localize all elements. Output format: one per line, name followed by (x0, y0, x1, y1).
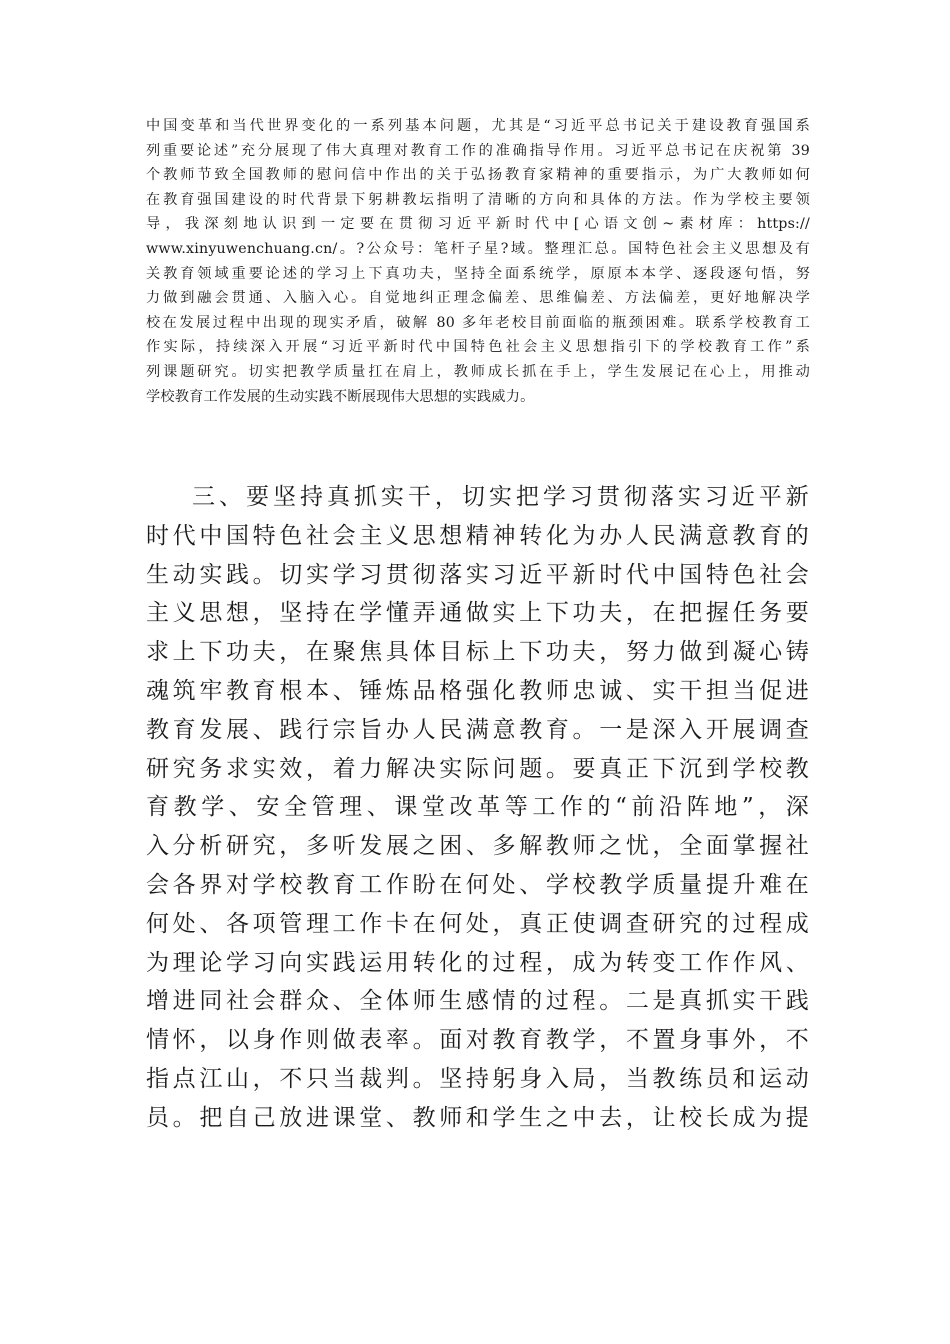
text-line: 求上下功夫，在聚焦具体目标上下功夫，努力做到凝心铸 (146, 639, 810, 666)
text-line: 中国变革和当代世界变化的一系列基本问题，尤其是“习近平总书记关于建设教育强国系 (146, 118, 810, 134)
text-line: 导，我深刻地认识到一定要在贯彻习近平新时代中[心语文创~素材库：https:// (146, 216, 810, 233)
text-line: 列重要论述”充分展现了伟大真理对教育工作的准确指导作用。习近平总书记在庆祝第 39 (146, 142, 810, 159)
text-line: 列课题研究。切实把教学质量扛在肩上，教师成长抓在手上，学生发展记在心上，用推动 (146, 363, 810, 380)
body-paragraph-large (146, 478, 810, 1138)
text-line: 关教育领域重要论述的学习上下真功夫，坚持全面系统学，原原本本学、逐段逐句悟，努 (146, 265, 810, 282)
text-line: 研究务求实效，着力解决实际问题。要真正下沉到学校教 (146, 755, 810, 782)
text-line: 个教师节致全国教师的慰问信中作出的关于弘扬教育家精神的重要指示，为广大教师如何 (146, 167, 810, 184)
text-line: 会各界对学校教育工作盼在何处、学校教学质量提升难在 (146, 871, 810, 898)
body-paragraph-small (146, 114, 810, 409)
text-line: 力做到融会贯通、入脑入心。自觉地纠正理念偏差、思维偏差、方法偏差，更好地解决学 (146, 290, 810, 307)
text-line: 生动实践。切实学习贯彻落实习近平新时代中国特色社会 (146, 561, 810, 588)
text-line: 校在发展过程中出现的现实矛盾，破解 80 多年老校目前面临的瓶颈困难。联系学校教育工 (146, 314, 810, 331)
text-line: 为理论学习向实践运用转化的过程，成为转变工作作风、 (146, 949, 810, 976)
text-line: 作实际，持续深入开展“习近平新时代中国特色社会主义思想指引下的学校教育工作”系 (146, 339, 810, 356)
text-line: 主义思想，坚持在学懂弄通做实上下功夫，在把握任务要 (146, 600, 810, 627)
text-line: 入分析研究，多听发展之困、多解教师之忧，全面掌握社 (146, 833, 810, 860)
text-line: 增进同社会群众、全体师生感情的过程。二是真抓实干践 (146, 988, 810, 1015)
text-line: 教育发展、践行宗旨办人民满意教育。一是深入开展调查 (146, 716, 810, 743)
text-line: 三、要坚持真抓实干，切实把学习贯彻落实习近平新 (192, 484, 810, 510)
text-line: 员。把自己放进课堂、教师和学生之中去，让校长成为提 (146, 1104, 810, 1131)
text-line: www.xinyuwenchuang.cn/。?公众号：笔杆子星?域。整理汇总。国特色社会主义思想及有 (146, 240, 810, 257)
text-line: 何处、各项管理工作卡在何处，真正使调查研究的过程成 (146, 910, 810, 937)
text-line: 指点江山，不只当裁判。坚持躬身入局，当教练员和运动 (146, 1065, 810, 1092)
text-line: 时代中国特色社会主义思想精神转化为办人民满意教育的 (146, 522, 810, 549)
text-line: 魂筑牢教育根本、锤炼品格强化教师忠诚、实干担当促进 (146, 677, 810, 704)
text-line: 学校教育工作发展的生动实践不断展现伟大思想的实践威力。 (146, 388, 535, 405)
text-line: 育教学、安全管理、课堂改革等工作的“前沿阵地”，深 (146, 794, 810, 821)
text-line: 情怀，以身作则做表率。面对教育教学，不置身事外，不 (146, 1027, 810, 1054)
text-line: 在教育强国建设的时代背景下躬耕教坛指明了清晰的方向和具体的方法。作为学校主要领 (146, 191, 810, 208)
